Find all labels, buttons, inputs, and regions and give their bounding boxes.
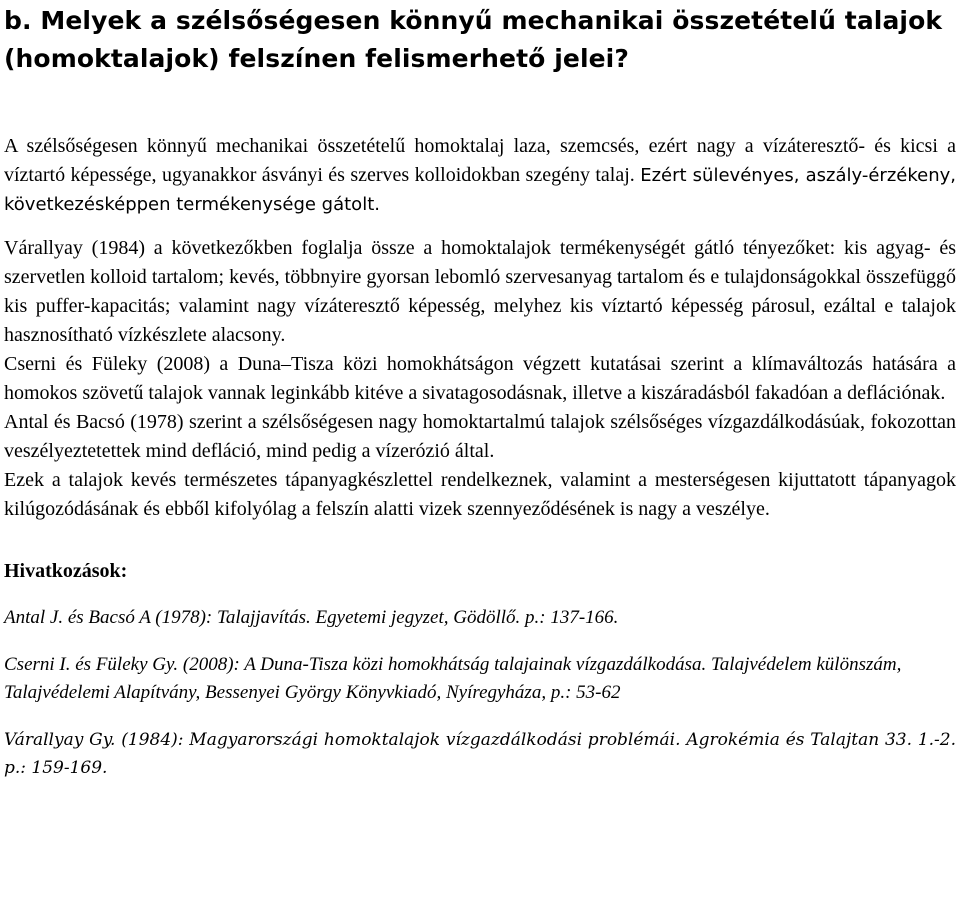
paragraph-nutrients: Ezek a talajok kevés természetes tápanyagkészlettel rendelkeznek, valamint a mesterségesen kijuttatott tápanyagok kilúgozódásának és ebből kifolyólag a felszín alatti vizek szennyeződésének is nagy a veszélye. <box>4 469 956 520</box>
paragraph-cserni-fuleky: Cserni és Füleky (2008) a Duna–Tisza közi homokhátságon végzett kutatásai szerint a klímaváltozás hatására a homokos szövetű talajok vannak leginkább kitéve a sivatagosodásnak, illetve a kiszáradásból fakadóan a deflációnak. <box>4 353 956 404</box>
question-title: b. Melyek a szélsőségesen könnyű mechanikai összetételű talajok (homoktalajok) felszínen felismerhető jelei? <box>4 6 943 73</box>
paragraph-sand-soil-properties <box>4 132 956 219</box>
paragraph-antal-bacso: Antal és Bacsó (1978) szerint a szélsőségesen nagy homoktartalmú talajok szélsőséges vízgazdálkodásúak, fokozottan veszélyeztetettek mind defláció, mind pedig a vízerózió által. <box>4 411 956 462</box>
reference-item: Várallyay Gy. (1984): Magyarországi homoktalajok vízgazdálkodási problémái. Agrokémia és Talajtan 33. 1.-2. p.: 159-169. <box>4 730 956 778</box>
paragraph-varallyay: Várallyay (1984) a következőkben foglalja össze a homoktalajok termékenységét gátló tényezőket: kis agyag- és szervetlen kolloid tartalom; kevés, többnyire gyorsan lebomló szervesanyag tartalom és e tulajdonságokkal összefüggő kis puffer-kapacitás; valamint nagy vízáteresztő képesség, melyhez kis víztartó képesség párosul, ezáltal e talajok hasznosítható vízkészlete alacsony. <box>4 237 956 346</box>
reference-item: Cserni I. és Füleky Gy. (2008): A Duna-Tisza közi homokhátság talajainak vízgazdálkodása. Talajvédelem különszám, Talajvédelemi Alapítvány, Bessenyei György Könyvkiadó, Nyíregyháza, p.: 53-62 <box>4 654 902 703</box>
paragraph-text: A szélsőségesen könnyű mechanikai összetételű homoktalaj laza, szemcsés, ezért nagy a vízáteresztő- és kicsi a víztartó képessége, ugyanakkor ásványi és szerves kolloidokban szegény talaj. <box>4 135 956 186</box>
document-page <box>4 0 956 782</box>
reference-item: Antal J. és Bacsó A (1978): Talajjavítás. Egyetemi jegyzet, Gödöllő. p.: 137-166. <box>4 607 619 628</box>
references-heading: Hivatkozások: <box>4 560 128 582</box>
paragraph-conclusion: Ezért sülevényes, aszály-érzékeny, következésképpen termékenysége gátolt. <box>4 165 956 215</box>
